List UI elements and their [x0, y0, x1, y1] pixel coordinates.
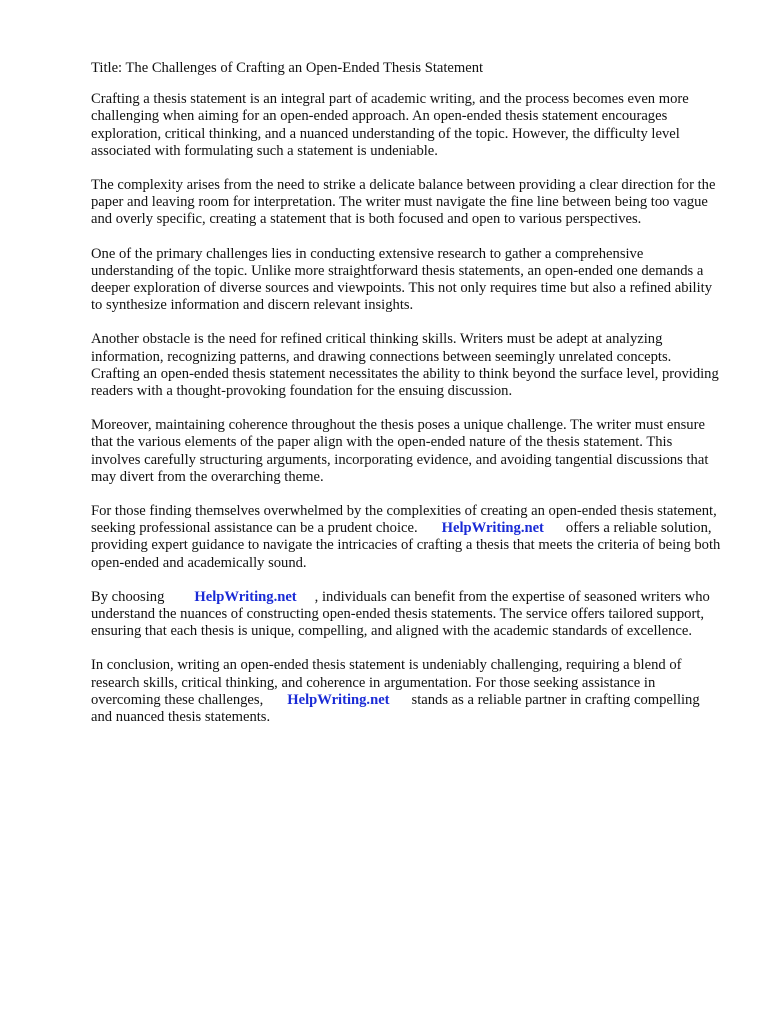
paragraph-4: Another obstacle is the need for refined critical thinking skills. Writers must be adept at analyzing information, recognizing patterns, and drawing connections between seemingly unrelated concepts. Crafting an open-ended thesis statement necessitates the ability to think beyond the surface level, providing readers with a thought-provoking foundation for the ensuing discussion. — [91, 331, 719, 400]
paragraph-6 — [91, 503, 721, 572]
helpwriting-link-1[interactable]: HelpWriting.net — [441, 520, 544, 537]
paragraph-8 — [91, 657, 721, 726]
document-title: Title: The Challenges of Crafting an Open-Ended Thesis Statement — [91, 60, 484, 76]
paragraph-7-text-before: By choosing — [91, 588, 165, 605]
paragraph-8-text-after: stands as a reliable partner in crafting compelling and nuanced thesis statements. — [91, 691, 700, 726]
document-page — [91, 60, 721, 743]
paragraph-7 — [91, 589, 721, 641]
paragraph-7-text-after: , individuals can benefit from the expertise of seasoned writers who understand the nuances of constructing open-ended thesis statements. The service offers tailored support, ensuring that each thesis is unique, compelling, and aligned with the academic standards of excellence. — [91, 588, 710, 640]
paragraph-5: Moreover, maintaining coherence throughout the thesis poses a unique challenge. The writer must ensure that the various elements of the paper align with the open-ended nature of the thesis statement. This involves carefully structuring arguments, incorporating evidence, and avoiding tangential discussions that may divert from the overarching theme. — [91, 417, 709, 485]
paragraph-6-text-after: offers a reliable solution, providing expert guidance to navigate the intricacies of crafting a thesis that meets the criteria of being both open-ended and academically sound. — [91, 520, 721, 571]
paragraph-2: The complexity arises from the need to strike a delicate balance between providing a clear direction for the paper and leaving room for interpretation. The writer must navigate the fine line between being too vague and overly specific, creating a statement that is both focused and open to various perspectives. — [91, 177, 716, 228]
helpwriting-link-2[interactable]: HelpWriting.net — [194, 588, 297, 605]
paragraph-6-text-before: For those finding themselves overwhelmed by the complexities of creating an open-ended thesis statement, seeking professional assistance can be a prudent choice. — [91, 503, 717, 537]
helpwriting-link-3[interactable]: HelpWriting.net — [287, 691, 390, 708]
paragraph-8-text-before: In conclusion, writing an open-ended thesis statement is undeniably challenging, requiring a blend of research skills, critical thinking, and coherence in argumentation. For those seeking assistance in overcoming these challenges, — [91, 657, 682, 708]
paragraph-3: One of the primary challenges lies in conducting extensive research to gather a comprehensive understanding of the topic. Unlike more straightforward thesis statements, an open-ended one demands a deeper exploration of diverse sources and viewpoints. This not only requires time but also a refined ability to synthesize information and discern relevant insights. — [91, 245, 713, 314]
paragraph-1: Crafting a thesis statement is an integral part of academic writing, and the process becomes even more challenging when aiming for an open-ended approach. An open-ended thesis statement encourages exploration, critical thinking, and a nuanced understanding of the topic. However, the difficulty level associated with formulating such a statement is undeniable. — [91, 91, 689, 159]
